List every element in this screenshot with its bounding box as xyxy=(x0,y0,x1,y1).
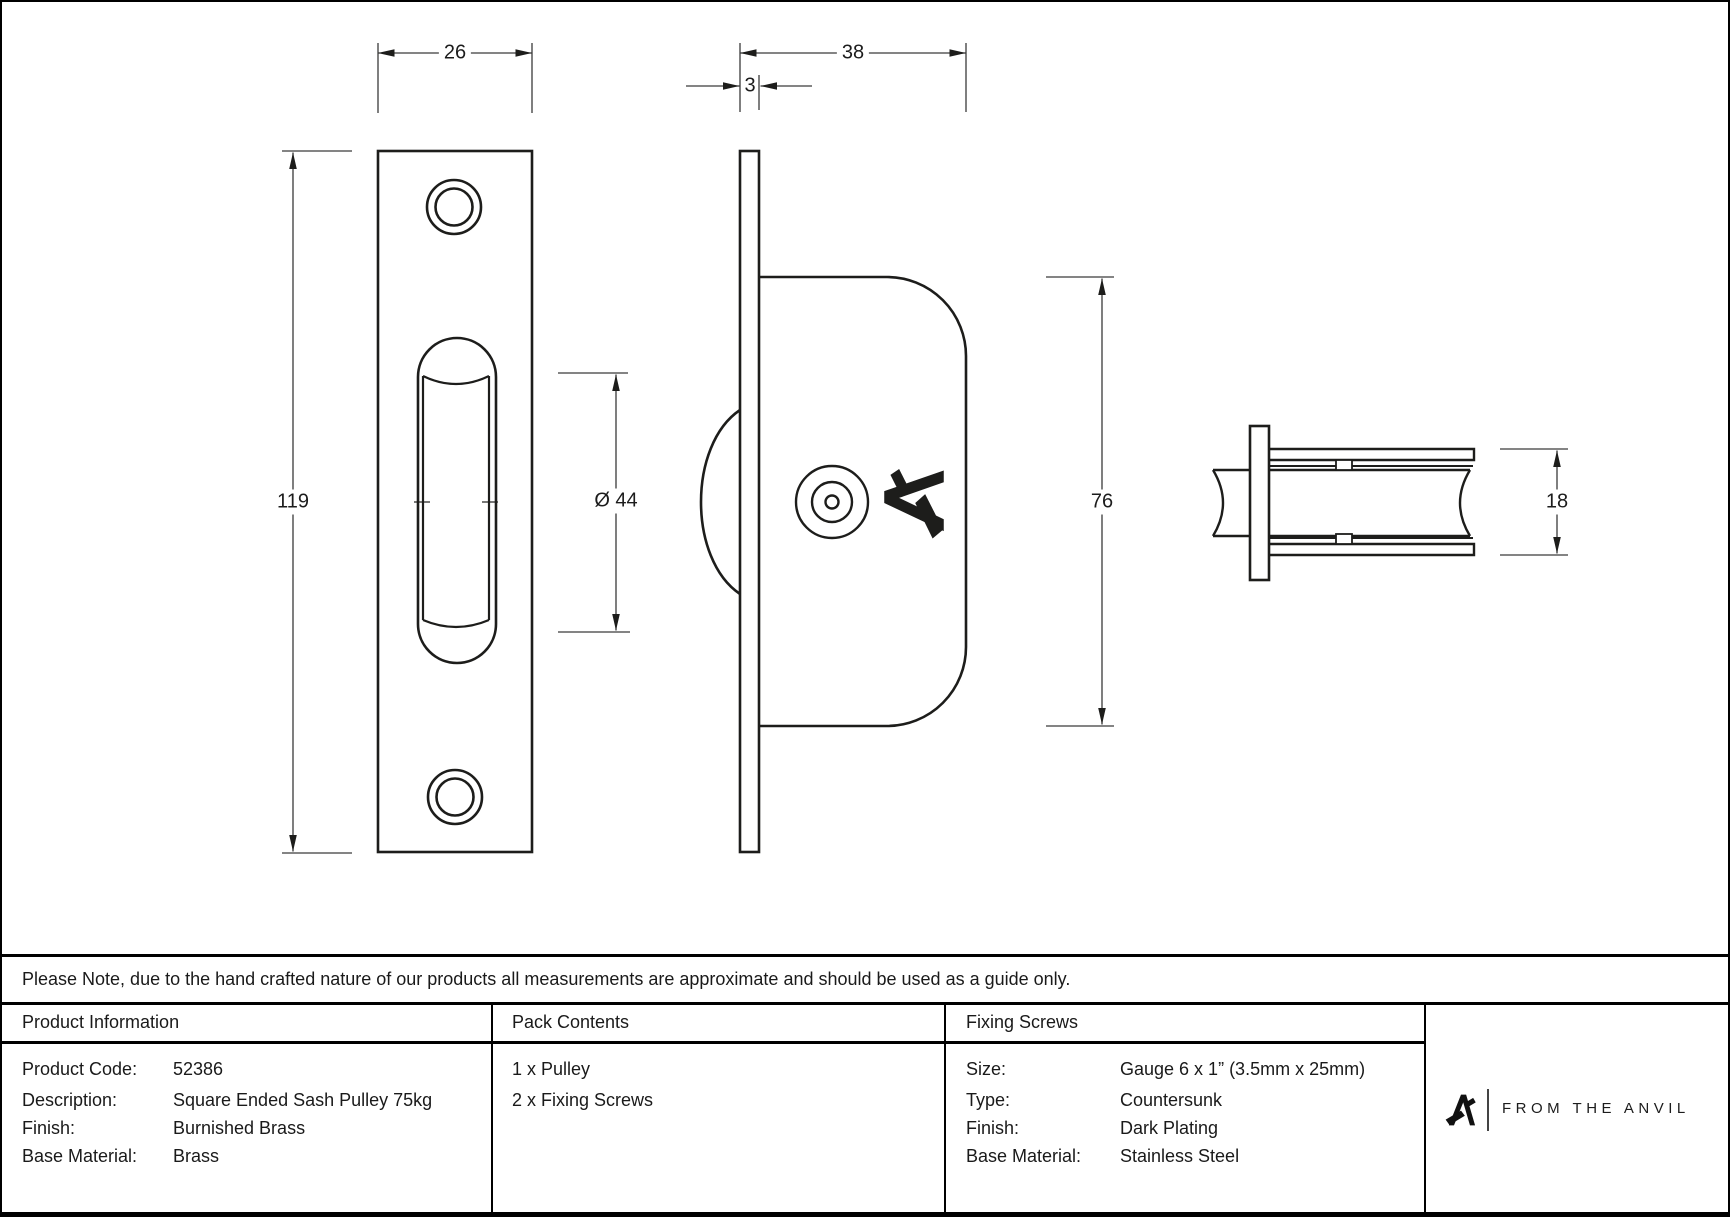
table-border xyxy=(0,954,1730,957)
fixing-screws-header: Fixing Screws xyxy=(966,1012,1079,1032)
table-border xyxy=(1424,1002,1426,1215)
housing-outline xyxy=(759,277,966,726)
anvil-logo-icon xyxy=(1445,1094,1477,1126)
base-material-value: Brass xyxy=(173,1146,220,1166)
base-material-label: Base Material: xyxy=(22,1146,138,1166)
dim-label-housing-height: 76 xyxy=(1086,490,1118,515)
table-border xyxy=(0,1212,1730,1215)
pulley-slot-outline xyxy=(418,338,496,663)
product-code-value: 52386 xyxy=(173,1059,224,1079)
dim-label-front-width: 26 xyxy=(439,41,471,66)
measurement-note: Please Note, due to the hand crafted nature of our products all measurements are approximate and should be used as a guide only. xyxy=(22,969,1071,989)
table-border xyxy=(491,1002,493,1215)
screw-hole-top-inner xyxy=(436,189,473,226)
description-label: Description: xyxy=(22,1090,118,1110)
screw-type-value: Countersunk xyxy=(1120,1090,1223,1110)
pack-contents-header: Pack Contents xyxy=(512,1012,630,1032)
table-border xyxy=(0,1002,1730,1005)
screw-size-value: Gauge 6 x 1” (3.5mm x 25mm) xyxy=(1120,1059,1366,1079)
wheel-groove-right-arc xyxy=(1460,470,1470,536)
faceplate-edge xyxy=(740,151,759,852)
screw-hole-bottom-inner xyxy=(437,779,474,816)
axle-pin-bottom xyxy=(1336,534,1352,544)
dim-label-housing-depth: 38 xyxy=(837,41,869,66)
faceplate-section xyxy=(1250,426,1269,580)
table-border xyxy=(944,1002,946,1215)
screw-finish-value: Dark Plating xyxy=(1120,1118,1219,1138)
housing-wall-bottom xyxy=(1269,544,1474,555)
front-view xyxy=(378,151,532,852)
screw-size-label: Size: xyxy=(966,1059,1007,1079)
plan-view xyxy=(1213,426,1474,580)
screw-finish-label: Finish: xyxy=(966,1118,1020,1138)
pack-item: 1 x Pulley xyxy=(512,1059,591,1079)
product-code-label: Product Code: xyxy=(22,1059,138,1079)
wheel-groove-left-arc xyxy=(1213,470,1223,536)
product-info-header: Product Information xyxy=(22,1012,180,1032)
faceplate-outline xyxy=(378,151,532,852)
dim-label-plate-thickness: 3 xyxy=(744,74,756,97)
wheel-bulge xyxy=(701,410,740,594)
screw-base-material-value: Stainless Steel xyxy=(1120,1146,1240,1166)
table-border xyxy=(0,1041,1424,1044)
brand-divider xyxy=(1487,1089,1489,1131)
dim-label-front-height: 119 xyxy=(272,490,314,515)
finish-label: Finish: xyxy=(22,1118,76,1138)
brand-name: FROM THE ANVIL xyxy=(1502,1100,1690,1117)
wheel-top-arc xyxy=(423,376,489,384)
wheel-bottom-arc xyxy=(423,620,489,627)
screw-base-material-label: Base Material: xyxy=(966,1146,1082,1166)
pack-item: 2 x Fixing Screws xyxy=(512,1090,654,1110)
dim-label-frame-width: 18 xyxy=(1541,490,1573,515)
dim-label-wheel-diameter: Ø 44 xyxy=(589,489,642,514)
finish-value: Burnished Brass xyxy=(173,1118,306,1138)
side-view xyxy=(701,151,966,852)
housing-wall-top xyxy=(1269,449,1474,460)
description-value: Square Ended Sash Pulley 75kg xyxy=(173,1090,433,1110)
screw-type-label: Type: xyxy=(966,1090,1011,1110)
axle-pin-top xyxy=(1336,460,1352,470)
